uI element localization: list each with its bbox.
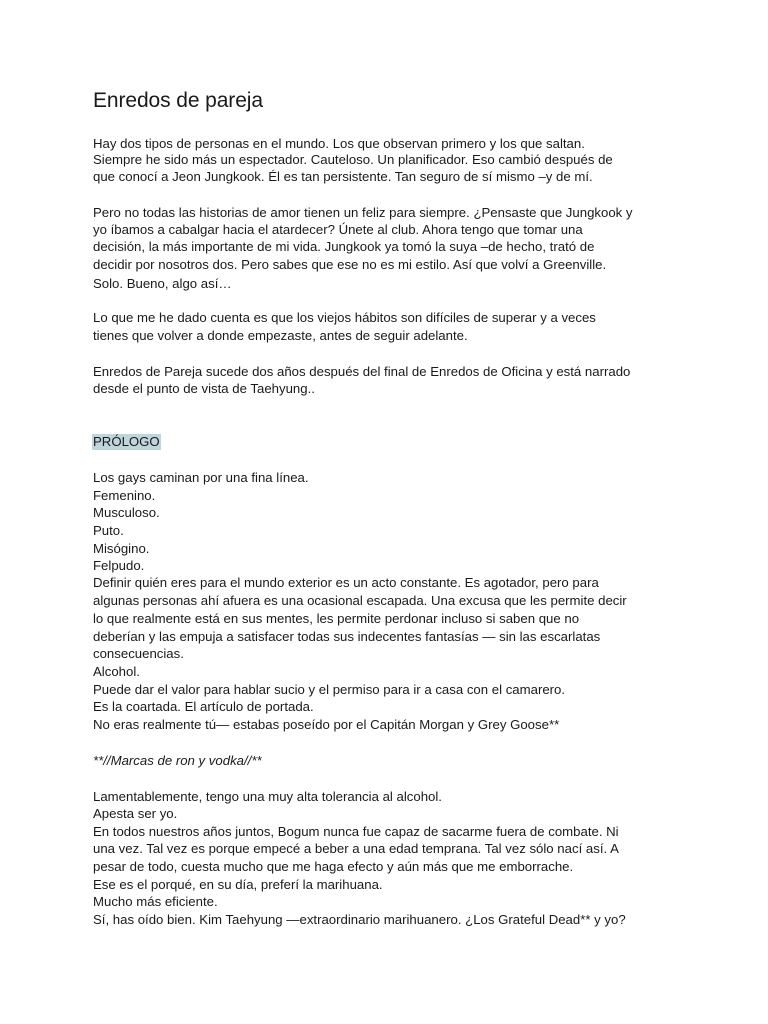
document-title: Enredos de pareja (93, 89, 263, 112)
prologue-heading-line (93, 433, 161, 450)
prologue-line: una vez. Tal vez es porque empecé a beber a una edad temprana. Tal vez sólo nací así. A (93, 841, 619, 856)
footnote: **//Marcas de ron y vodka//** (93, 753, 262, 768)
prologue-line: lo que realmente está en sus mentes, les permite perdonar incluso si saben que no (93, 611, 580, 626)
prologue-line: No eras realmente tú— estabas poseído por el Capitán Morgan y Grey Goose** (93, 717, 560, 732)
prologue-line: Los gays caminan por una fina línea. (93, 470, 309, 485)
prologue-line: Sí, has oído bien. Kim Taehyung —extraordinario marihuanero. ¿Los Grateful Dead** y yo? (93, 912, 626, 927)
prologue-line: Musculoso. (93, 505, 160, 520)
prologue-line: Alcohol. (93, 664, 140, 679)
prologue-line: pesar de todo, cuesta mucho que me haga efecto y aún más que me emborrache. (93, 859, 574, 874)
prologue-line: Ese es el porqué, en su día, preferí la marihuana. (93, 877, 383, 892)
body-line: yo íbamos a cabalgar hacia el atardecer? Únete al club. Ahora tengo que tomar una (93, 222, 583, 237)
prologue-line: Definir quién eres para el mundo exterior es un acto constante. Es agotador, pero para (93, 575, 599, 590)
body-line: Enredos de Pareja sucede dos años después del final de Enredos de Oficina y está narrado (93, 364, 631, 379)
prologue-line: algunas personas ahí afuera es una ocasional escapada. Una excusa que les permite decir (93, 593, 627, 608)
body-line: Lo que me he dado cuenta es que los viejos hábitos son difíciles de superar y a veces (93, 310, 596, 325)
body-line: tienes que volver a donde empezaste, antes de seguir adelante. (93, 328, 468, 343)
prologue-line: Mucho más eficiente. (93, 894, 218, 909)
body-line: que conocí a Jeon Jungkook. Él es tan persistente. Tan seguro de sí mismo –y de mí. (93, 169, 593, 184)
prologue-line: Puto. (93, 523, 124, 538)
prologue-line: Felpudo. (93, 558, 145, 573)
prologue-line: Apesta ser yo. (93, 806, 178, 821)
prologue-line: Puede dar el valor para hablar sucio y el permiso para ir a casa con el camarero. (93, 682, 566, 697)
body-line: Hay dos tipos de personas en el mundo. Los que observan primero y los que saltan. (93, 136, 585, 151)
prologue-line: Es la coartada. El artículo de portada. (93, 699, 314, 714)
prologue-line: deberían y las empuja a satisfacer todas sus indecentes fantasías — sin las escarlatas (93, 629, 601, 644)
body-line: Siempre he sido más un espectador. Cauteloso. Un planificador. Eso cambió después de (93, 152, 613, 167)
prologue-line: consecuencias. (93, 646, 184, 661)
prologue-line: Lamentablemente, tengo una muy alta tolerancia al alcohol. (93, 789, 442, 804)
body-line: Pero no todas las historias de amor tienen un feliz para siempre. ¿Pensaste que Jungkook y (93, 205, 633, 220)
prologue-line: Misógino. (93, 541, 150, 556)
prologue-line: En todos nuestros años juntos, Bogum nunca fue capaz de sacarme fuera de combate. Ni (93, 824, 619, 839)
prologue-heading: PRÓLOGO (93, 434, 160, 449)
body-line: Solo. Bueno, algo así… (93, 276, 232, 291)
body-line: desde el punto de vista de Taehyung.. (93, 381, 315, 396)
prologue-line: Femenino. (93, 488, 156, 503)
body-line: decisión, la más importante de mi vida. Jungkook ya tomó la suya –de hecho, trató de (93, 239, 595, 254)
body-line: decidir por nosotros dos. Pero sabes que ese no es mi estilo. Así que volví a Greenville. (93, 257, 607, 272)
